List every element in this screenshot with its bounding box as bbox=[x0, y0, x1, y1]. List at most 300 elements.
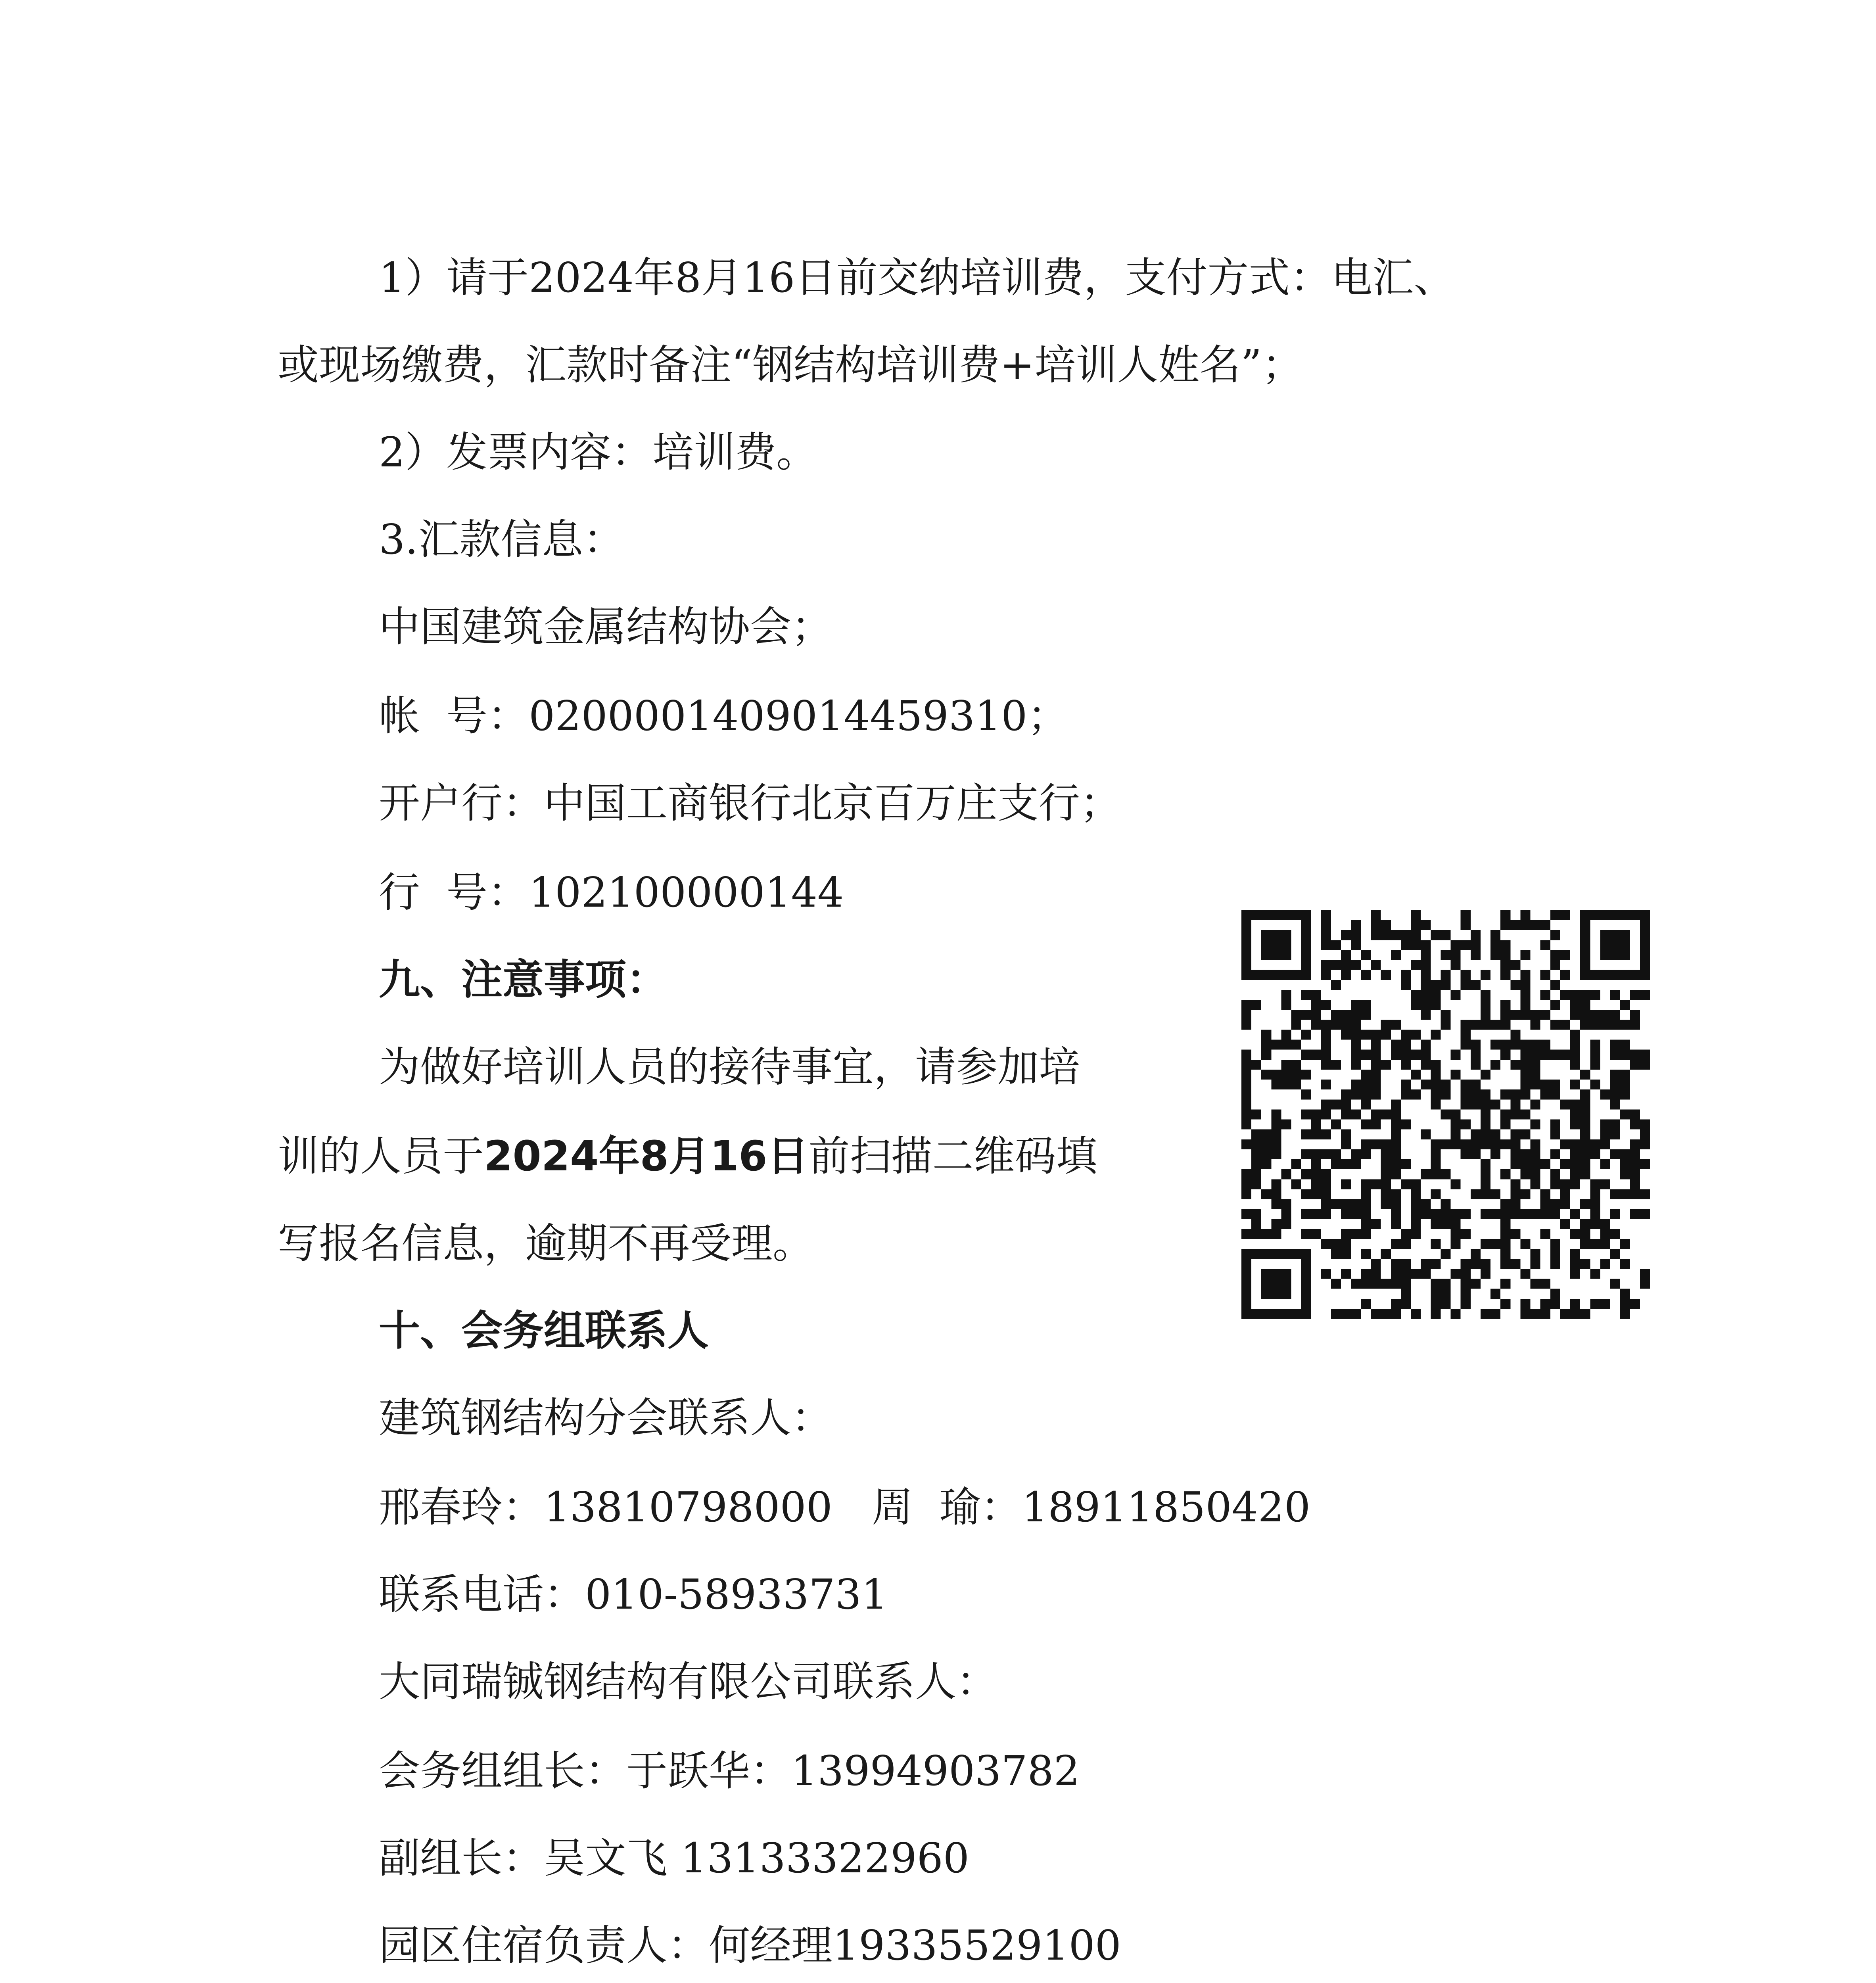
qr-module bbox=[1590, 1269, 1600, 1279]
remit-org: 中国建筑金属结构协会； bbox=[379, 602, 833, 651]
qr-module bbox=[1381, 1060, 1391, 1070]
qr-module bbox=[1570, 1149, 1580, 1159]
qr-finder-top-right bbox=[1580, 910, 1650, 980]
qr-module bbox=[1580, 1309, 1590, 1319]
qr-module bbox=[1401, 1259, 1411, 1269]
qr-module bbox=[1361, 1010, 1371, 1020]
qr-module bbox=[1431, 1000, 1441, 1010]
qr-module bbox=[1540, 1010, 1550, 1020]
qr-module bbox=[1391, 1279, 1401, 1289]
qr-module bbox=[1580, 1109, 1590, 1119]
qr-module bbox=[1500, 1279, 1510, 1289]
leader-contact: 会务组组长：于跃华：13994903782 bbox=[379, 1747, 1080, 1795]
qr-module bbox=[1471, 1139, 1481, 1149]
qr-module bbox=[1481, 1139, 1490, 1149]
qr-module bbox=[1321, 1000, 1331, 1010]
qr-module bbox=[1371, 1089, 1381, 1099]
qr-module bbox=[1311, 1050, 1321, 1060]
qr-module bbox=[1550, 1169, 1560, 1179]
qr-module bbox=[1550, 1259, 1560, 1269]
qr-module bbox=[1481, 1269, 1490, 1279]
notice-text-post: 前扫描二维码填 bbox=[808, 1132, 1097, 1180]
qr-module bbox=[1630, 1010, 1640, 1020]
qr-module bbox=[1381, 1249, 1391, 1259]
qr-module bbox=[1371, 1219, 1381, 1229]
qr-module bbox=[1481, 1189, 1490, 1199]
remit-bank-no: 行 号：102100000144 bbox=[379, 868, 844, 917]
qr-module bbox=[1361, 1089, 1371, 1099]
qr-module bbox=[1301, 1229, 1311, 1239]
qr-module bbox=[1391, 1269, 1401, 1279]
qr-module bbox=[1500, 1209, 1510, 1219]
qr-module bbox=[1451, 940, 1461, 950]
qr-module bbox=[1500, 1139, 1510, 1149]
qr-module bbox=[1241, 1000, 1251, 1010]
notice-line-1: 为做好培训人员的接待事宜，请参加培 bbox=[379, 1043, 1080, 1091]
qr-module bbox=[1500, 960, 1510, 970]
qr-module bbox=[1361, 1219, 1371, 1229]
qr-module bbox=[1590, 1239, 1600, 1249]
qr-module bbox=[1531, 1120, 1540, 1130]
qr-module bbox=[1471, 1149, 1481, 1159]
qr-module bbox=[1391, 1199, 1401, 1209]
qr-module bbox=[1510, 1030, 1520, 1039]
qr-module bbox=[1401, 1040, 1411, 1050]
qr-module bbox=[1451, 960, 1461, 970]
qr-module bbox=[1361, 1000, 1371, 1010]
qr-module bbox=[1401, 1289, 1411, 1299]
qr-module bbox=[1580, 1099, 1590, 1109]
qr-module bbox=[1520, 1239, 1530, 1249]
qr-module bbox=[1510, 1159, 1520, 1169]
qr-module bbox=[1510, 1209, 1520, 1219]
qr-module bbox=[1510, 1089, 1520, 1099]
qr-module bbox=[1451, 1120, 1461, 1130]
qr-module bbox=[1451, 990, 1461, 1000]
qr-module bbox=[1411, 1030, 1421, 1039]
qr-module bbox=[1490, 1209, 1500, 1219]
qr-module bbox=[1391, 1219, 1401, 1229]
qr-module bbox=[1281, 1169, 1291, 1179]
qr-module bbox=[1251, 1139, 1261, 1149]
qr-module bbox=[1361, 1249, 1371, 1259]
qr-module bbox=[1341, 1249, 1351, 1259]
qr-module bbox=[1251, 1130, 1261, 1139]
qr-module bbox=[1620, 1259, 1630, 1269]
qr-module bbox=[1451, 1229, 1461, 1239]
qr-module bbox=[1471, 1189, 1481, 1199]
qr-module bbox=[1550, 960, 1560, 970]
qr-module bbox=[1371, 1269, 1381, 1279]
qr-module bbox=[1471, 1060, 1481, 1070]
qr-module bbox=[1301, 1070, 1311, 1080]
qr-module bbox=[1490, 930, 1500, 940]
qr-module bbox=[1640, 1269, 1650, 1279]
qr-module bbox=[1570, 1309, 1580, 1319]
qr-module bbox=[1520, 1309, 1530, 1319]
qr-module bbox=[1371, 910, 1381, 920]
qr-module bbox=[1580, 1010, 1590, 1020]
qr-module bbox=[1580, 1149, 1590, 1159]
qr-module bbox=[1570, 1050, 1580, 1060]
qr-module bbox=[1341, 950, 1351, 960]
qr-module bbox=[1550, 1050, 1560, 1060]
qr-module bbox=[1490, 1099, 1500, 1109]
qr-module bbox=[1431, 1169, 1441, 1179]
qr-module bbox=[1451, 950, 1461, 960]
qr-module bbox=[1321, 1239, 1331, 1249]
qr-module bbox=[1550, 1209, 1560, 1219]
qr-module bbox=[1391, 1189, 1401, 1199]
qr-module bbox=[1341, 970, 1351, 980]
qr-module bbox=[1620, 1169, 1630, 1179]
qr-module bbox=[1540, 1159, 1550, 1169]
qr-module bbox=[1271, 1109, 1281, 1119]
qr-module bbox=[1311, 990, 1321, 1000]
qr-module bbox=[1540, 940, 1550, 950]
qr-module bbox=[1510, 1010, 1520, 1020]
qr-module bbox=[1570, 1139, 1580, 1149]
qr-module bbox=[1531, 1279, 1540, 1289]
qr-module bbox=[1620, 1299, 1630, 1309]
qr-module bbox=[1461, 1149, 1471, 1159]
qr-module bbox=[1391, 1050, 1401, 1060]
qr-module bbox=[1251, 1179, 1261, 1189]
qr-module bbox=[1520, 1109, 1530, 1119]
qr-module bbox=[1381, 930, 1391, 940]
qr-module bbox=[1421, 1269, 1431, 1279]
qr-module bbox=[1531, 1309, 1540, 1319]
qr-module bbox=[1351, 1149, 1361, 1159]
qr-module bbox=[1241, 1020, 1251, 1030]
notice-text-pre: 训的人员于 bbox=[278, 1132, 484, 1180]
qr-module bbox=[1620, 1089, 1630, 1099]
qr-module bbox=[1550, 1089, 1560, 1099]
qr-module bbox=[1570, 1040, 1580, 1050]
qr-module bbox=[1610, 1099, 1620, 1109]
qr-module bbox=[1281, 1080, 1291, 1089]
qr-module bbox=[1331, 1120, 1341, 1130]
qr-module bbox=[1500, 1120, 1510, 1130]
qr-module bbox=[1590, 1020, 1600, 1030]
qr-module bbox=[1510, 1229, 1520, 1239]
qr-module bbox=[1411, 910, 1421, 920]
qr-module bbox=[1351, 920, 1361, 930]
qr-module bbox=[1371, 1070, 1381, 1080]
qr-module bbox=[1391, 1130, 1401, 1139]
qr-module bbox=[1640, 990, 1650, 1000]
qr-module bbox=[1351, 1010, 1361, 1020]
qr-module bbox=[1321, 1040, 1331, 1050]
qr-module bbox=[1481, 1239, 1490, 1249]
qr-module bbox=[1520, 1130, 1530, 1139]
qr-module bbox=[1461, 970, 1471, 980]
qr-module bbox=[1391, 1299, 1401, 1309]
qr-module bbox=[1540, 1209, 1550, 1219]
qr-module bbox=[1341, 960, 1351, 970]
qr-module bbox=[1590, 1040, 1600, 1050]
qr-module bbox=[1461, 1289, 1471, 1299]
qr-module bbox=[1371, 1030, 1381, 1039]
qr-module bbox=[1341, 1109, 1351, 1119]
qr-module bbox=[1471, 1099, 1481, 1109]
qr-module bbox=[1590, 1179, 1600, 1189]
qr-module bbox=[1481, 1109, 1490, 1119]
qr-module bbox=[1500, 1249, 1510, 1259]
qr-module bbox=[1471, 1249, 1481, 1259]
qr-module bbox=[1510, 960, 1520, 970]
qr-module bbox=[1391, 1099, 1401, 1109]
qr-module bbox=[1580, 990, 1590, 1000]
qr-module bbox=[1411, 930, 1421, 940]
qr-module bbox=[1520, 1299, 1530, 1309]
qr-module bbox=[1271, 1130, 1281, 1139]
qr-module bbox=[1531, 1159, 1540, 1169]
qr-module bbox=[1301, 1149, 1311, 1159]
qr-module bbox=[1471, 1279, 1481, 1289]
remit-title: 3.汇款信息： bbox=[379, 515, 625, 564]
qr-module bbox=[1401, 1269, 1411, 1279]
qr-module bbox=[1630, 1299, 1640, 1309]
qr-module bbox=[1531, 1010, 1540, 1020]
qr-module bbox=[1531, 1080, 1540, 1089]
qr-module bbox=[1371, 930, 1381, 940]
qr-module bbox=[1331, 1020, 1341, 1030]
qr-module bbox=[1241, 1209, 1251, 1219]
qr-module bbox=[1570, 1030, 1580, 1039]
branch-contact-people: 邢春玲：13810798000 周 瑜：18911850420 bbox=[379, 1483, 1310, 1531]
qr-module bbox=[1580, 1219, 1590, 1229]
qr-module bbox=[1640, 1130, 1650, 1139]
qr-module bbox=[1610, 1279, 1620, 1289]
qr-module bbox=[1570, 1000, 1580, 1010]
qr-module bbox=[1441, 930, 1450, 940]
qr-module bbox=[1520, 1089, 1530, 1099]
qr-module bbox=[1421, 1199, 1431, 1209]
qr-module bbox=[1371, 1259, 1381, 1269]
qr-module bbox=[1531, 1209, 1540, 1219]
qr-module bbox=[1520, 990, 1530, 1000]
qr-module bbox=[1560, 950, 1570, 960]
qr-module bbox=[1510, 920, 1520, 930]
qr-module bbox=[1461, 1080, 1471, 1089]
qr-module bbox=[1331, 960, 1341, 970]
qr-module bbox=[1441, 1010, 1450, 1020]
qr-module bbox=[1560, 1309, 1570, 1319]
qr-module bbox=[1441, 980, 1450, 990]
qr-module bbox=[1520, 950, 1530, 960]
qr-module bbox=[1481, 1000, 1490, 1010]
qr-module bbox=[1321, 910, 1331, 920]
qr-module bbox=[1620, 1239, 1630, 1249]
qr-module bbox=[1531, 1060, 1540, 1070]
qr-finder-bottom-left bbox=[1241, 1249, 1311, 1319]
qr-module bbox=[1570, 1099, 1580, 1109]
qr-module bbox=[1431, 1309, 1441, 1319]
qr-module bbox=[1351, 1199, 1361, 1209]
qr-module bbox=[1441, 1299, 1450, 1309]
qr-module bbox=[1520, 1080, 1530, 1089]
qr-module bbox=[1550, 1199, 1560, 1209]
qr-module bbox=[1441, 1089, 1450, 1099]
qr-module bbox=[1301, 1010, 1311, 1020]
qr-module bbox=[1531, 920, 1540, 930]
qr-module bbox=[1391, 1259, 1401, 1269]
qr-module bbox=[1271, 1219, 1281, 1229]
qr-module bbox=[1351, 1060, 1361, 1070]
qr-module bbox=[1531, 1020, 1540, 1030]
qr-module bbox=[1600, 1159, 1610, 1169]
qr-module bbox=[1590, 1050, 1600, 1060]
qr-module bbox=[1540, 920, 1550, 930]
branch-contact-label: 建筑钢结构分会联系人： bbox=[379, 1394, 833, 1442]
qr-module bbox=[1620, 1020, 1630, 1030]
qr-module bbox=[1431, 980, 1441, 990]
qr-module bbox=[1431, 1030, 1441, 1039]
qr-module bbox=[1570, 1249, 1580, 1259]
qr-module bbox=[1351, 940, 1361, 950]
qr-module bbox=[1261, 1130, 1271, 1139]
qr-module bbox=[1321, 1130, 1331, 1139]
qr-module bbox=[1500, 1010, 1510, 1020]
qr-module bbox=[1441, 1020, 1450, 1030]
qr-module bbox=[1321, 1179, 1331, 1189]
qr-module bbox=[1281, 1040, 1291, 1050]
qr-module bbox=[1500, 970, 1510, 980]
qr-module bbox=[1451, 1139, 1461, 1149]
qr-module bbox=[1311, 1130, 1321, 1139]
qr-module bbox=[1630, 1209, 1640, 1219]
qr-module bbox=[1261, 1050, 1271, 1060]
qr-module bbox=[1630, 990, 1640, 1000]
qr-module bbox=[1471, 1259, 1481, 1269]
qr-module bbox=[1550, 1289, 1560, 1299]
qr-module bbox=[1281, 990, 1291, 1000]
qr-module bbox=[1431, 1080, 1441, 1089]
qr-module bbox=[1461, 1139, 1471, 1149]
qr-module bbox=[1301, 1189, 1311, 1199]
qr-module bbox=[1461, 910, 1471, 920]
qr-module bbox=[1321, 1030, 1331, 1039]
qr-module bbox=[1421, 1130, 1431, 1139]
qr-module bbox=[1531, 1139, 1540, 1149]
qr-module bbox=[1271, 1199, 1281, 1209]
qr-module bbox=[1371, 1309, 1381, 1319]
qr-module bbox=[1311, 1179, 1321, 1189]
qr-module bbox=[1371, 920, 1381, 930]
qr-module bbox=[1311, 1209, 1321, 1219]
qr-module bbox=[1381, 1109, 1391, 1119]
qr-module bbox=[1471, 1050, 1481, 1060]
qr-module bbox=[1600, 1089, 1610, 1099]
qr-module bbox=[1421, 940, 1431, 950]
qr-module bbox=[1441, 1279, 1450, 1289]
qr-module bbox=[1510, 1099, 1520, 1109]
qr-module bbox=[1381, 920, 1391, 930]
qr-module bbox=[1271, 1149, 1281, 1159]
qr-module bbox=[1600, 1229, 1610, 1239]
qr-module bbox=[1391, 1139, 1401, 1149]
qr-module bbox=[1301, 990, 1311, 1000]
qr-module bbox=[1580, 1259, 1590, 1269]
qr-module bbox=[1351, 1000, 1361, 1010]
qr-module bbox=[1570, 1159, 1580, 1169]
qr-module bbox=[1301, 1130, 1311, 1139]
qr-module bbox=[1500, 1199, 1510, 1209]
qr-module bbox=[1351, 1279, 1361, 1289]
qr-module bbox=[1351, 1309, 1361, 1319]
payment-line-3: 2）发票内容：培训费。 bbox=[379, 428, 818, 476]
qr-module bbox=[1531, 1249, 1540, 1259]
qr-module bbox=[1471, 940, 1481, 950]
qr-module bbox=[1451, 1070, 1461, 1080]
qr-module bbox=[1391, 1209, 1401, 1219]
qr-module bbox=[1331, 1099, 1341, 1109]
qr-module bbox=[1421, 970, 1431, 980]
qr-module bbox=[1520, 1050, 1530, 1060]
qr-module bbox=[1241, 1189, 1251, 1199]
qr-module bbox=[1550, 1239, 1560, 1249]
qr-module bbox=[1361, 1269, 1371, 1279]
qr-module bbox=[1421, 990, 1431, 1000]
qr-module bbox=[1540, 1309, 1550, 1319]
qr-module bbox=[1331, 980, 1341, 990]
qr-module bbox=[1531, 1169, 1540, 1179]
qr-module bbox=[1520, 1189, 1530, 1199]
qr-module bbox=[1331, 940, 1341, 950]
qr-module bbox=[1331, 1060, 1341, 1070]
qr-module bbox=[1620, 1000, 1630, 1010]
qr-module bbox=[1401, 1089, 1411, 1099]
qr-module bbox=[1451, 1269, 1461, 1279]
qr-module bbox=[1251, 1219, 1261, 1229]
qr-module bbox=[1500, 1050, 1510, 1060]
qr-module bbox=[1431, 1159, 1441, 1169]
qr-module bbox=[1451, 1309, 1461, 1319]
qr-module bbox=[1321, 930, 1331, 940]
qr-module bbox=[1451, 1130, 1461, 1139]
qr-module bbox=[1291, 1159, 1301, 1169]
qr-module bbox=[1241, 1229, 1251, 1239]
qr-module bbox=[1600, 1120, 1610, 1130]
qr-module bbox=[1461, 1040, 1471, 1050]
qr-module bbox=[1520, 980, 1530, 990]
qr-module bbox=[1401, 1279, 1411, 1289]
qr-module bbox=[1451, 1050, 1461, 1060]
qr-module bbox=[1311, 1229, 1321, 1239]
qr-module bbox=[1630, 1159, 1640, 1169]
qr-module bbox=[1301, 1050, 1311, 1060]
qr-module bbox=[1640, 1060, 1650, 1070]
qr-module bbox=[1411, 1209, 1421, 1219]
qr-module bbox=[1431, 1239, 1441, 1249]
qr-module bbox=[1411, 1070, 1421, 1080]
qr-module bbox=[1520, 1000, 1530, 1010]
qr-module bbox=[1321, 1209, 1331, 1219]
qr-module bbox=[1451, 1239, 1461, 1249]
qr-module bbox=[1341, 1159, 1351, 1169]
qr-module bbox=[1411, 920, 1421, 930]
qr-module bbox=[1560, 970, 1570, 980]
qr-module bbox=[1590, 1060, 1600, 1070]
qr-module bbox=[1580, 1139, 1590, 1149]
qr-module bbox=[1331, 1010, 1341, 1020]
qr-module bbox=[1540, 1199, 1550, 1209]
qr-module bbox=[1401, 1229, 1411, 1239]
qr-module bbox=[1560, 1020, 1570, 1030]
registration-qr-code[interactable] bbox=[1241, 910, 1650, 1319]
qr-module bbox=[1381, 1309, 1391, 1319]
